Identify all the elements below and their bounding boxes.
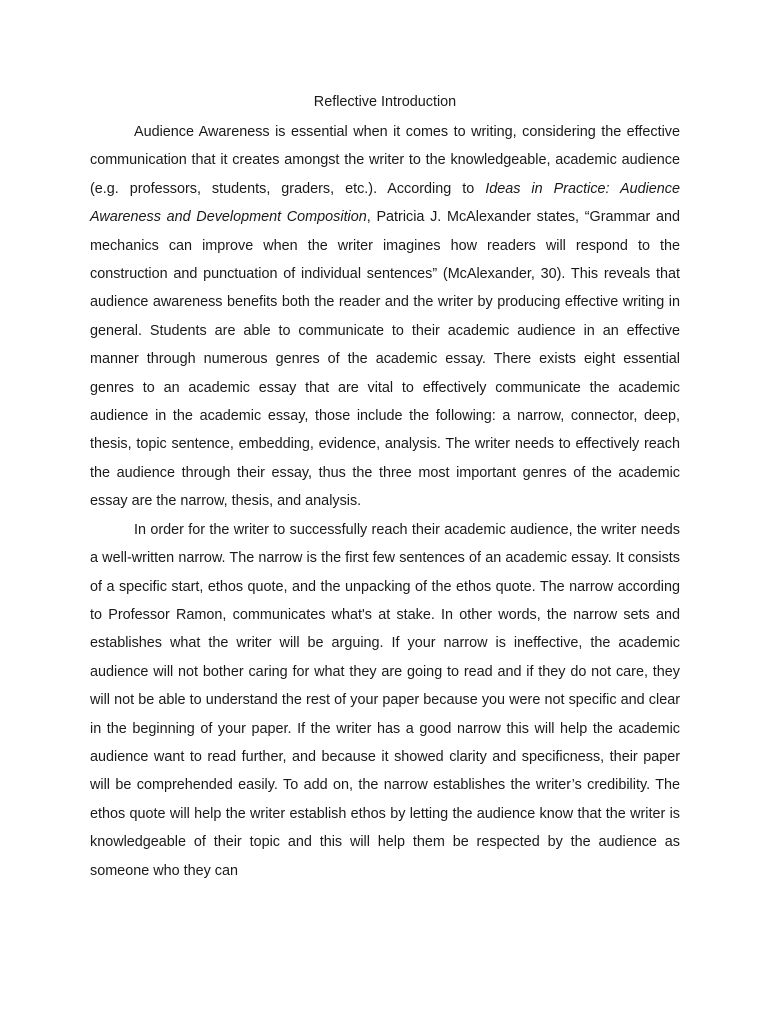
paragraph-1-part-2: , Patricia J. McAlexander states, “Grammar and mechanics can improve when the writer imagines how readers will respond to the construction and punctuation of individual sentences” (McAlexander, 30). This reveals that audience awareness benefits both the reader and the writer by producing effective writing in general. Students are able to communicate to their academic audience in an effective manner through numerous genres of the academic essay. There exists eight essential genres to an academic essay that are vital to effectively communicate the academic audience in the academic essay, those include the following: a narrow, connector, deep, thesis, topic sentence, embedding, evidence, analysis. The writer needs to effectively reach the audience through their essay, thus the three most important genres of the academic essay are the narrow, thesis, and analysis. xyxy=(90,209,680,510)
paragraph-audience-awareness xyxy=(90,118,680,516)
paragraph-1-part-1: Audience Awareness is essential when it comes to writing, considering the effective communication that it creates amongst the writer to the knowledgeable, academic audience (e.g. professors, students, graders, etc.). According to xyxy=(90,124,680,197)
document-title: Reflective Introduction xyxy=(313,94,457,110)
book-title: Ideas in Practice: Audience Awareness and Development Composition xyxy=(90,180,680,226)
paragraph-narrow: In order for the writer to successfully reach their academic audience, the writer needs a well-written narrow. The narrow is the first few sentences of an academic essay. It consists of a specific start, ethos quote, and the unpacking of the ethos quote. The narrow according to Professor Ramon, communicates what's at stake. In other words, the narrow sets and establishes what the writer will be arguing. If your narrow is ineffective, the academic audience will not bother caring for what they are going to read and if they do not care, they will not be able to understand the rest of your paper because you were not specific and clear in the beginning of your paper. If the writer has a good narrow this will help the academic audience want to read further, and because it showed clarity and specificness, their paper will be comprehended easily. To add on, the narrow establishes the writer’s credibility. The ethos quote will help the writer establish ethos by letting the audience know that the writer is knowledgeable of their topic and this will help them be respected by the audience as someone who they can xyxy=(90,521,680,879)
